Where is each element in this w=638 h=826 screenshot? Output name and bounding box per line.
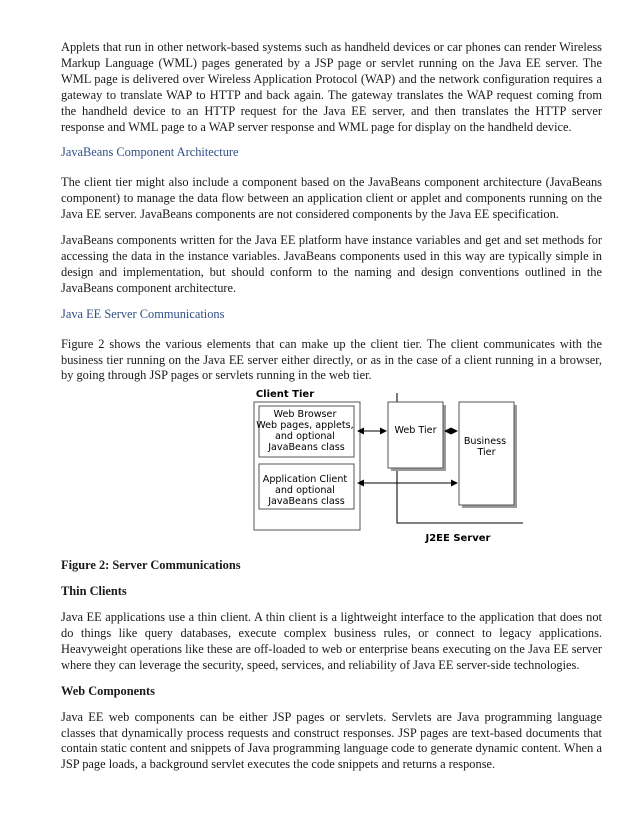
document-page — [61, 40, 602, 773]
paragraph-server-communications: Figure 2 shows the various elements that can make up the client tier. The client communicates with the business tier running on the Java EE server either directly, or as in the case of a client running in a browser, by going through JSP pages or servlets running in the web tier. — [61, 336, 602, 383]
heading-javabeans: JavaBeans Component Architecture — [61, 145, 239, 160]
web-browser-text: Web Browser Web pages, applets, and optional JavaBeans class — [256, 409, 354, 454]
client-tier-diagram — [192, 385, 507, 555]
figure-server-communications — [61, 384, 602, 558]
web-tier-label: Web Tier — [394, 425, 437, 437]
heading-server-communications: Java EE Server Communications — [61, 306, 225, 321]
heading-web-components: Web Components — [61, 683, 155, 698]
paragraph-applets: Applets that run in other network-based systems such as handheld devices or car phones can render Wireless Markup Language (WML) pages generated by a JSP page or servlet running on the Java EE server. The WML page is delivered over Wireless Application Protocol (WAP) and the network configuration requires a gateway to translate WAP to HTTP and back again. The gateway translates the WAP request coming from the handheld device to an HTTP request for the Java EE server, and then translates the HTTP server response and WML page to a WAP server response and WML page for display on the handheld device. — [61, 40, 602, 134]
j2ee-server-label: J2EE Server — [425, 533, 491, 545]
application-client-text: Application Client and optional JavaBeans class — [262, 474, 348, 508]
heading-thin-clients: Thin Clients — [61, 584, 127, 599]
paragraph-thin-clients: Java EE applications use a thin client. A thin client is a lightweight interface to the application that does not do things like query databases, execute complex business rules, or connect to legacy applications. Heavyweight operations like these are off-loaded to web or enterprise beans executing on the Java EE server where they can leverage the security, speed, services, and reliability of Java EE server-side technologies. — [61, 610, 602, 672]
business-tier-label: Business Tier — [463, 436, 507, 459]
client-tier-label: Client Tier — [255, 389, 315, 401]
paragraph-javabeans-2: JavaBeans components written for the Java EE platform have instance variables and get and set methods for accessing the data in the instance variables. JavaBeans components used in this way are typically simple in design and implementation, but should conform to the naming and design conventions outlined in the JavaBeans component architecture. — [61, 233, 602, 295]
paragraph-javabeans-1: The client tier might also include a component based on the JavaBeans component architecture (JavaBeans component) to manage the data flow between an application client or applet and components running on the Java EE server. JavaBeans components are not considered components by the Java EE specification. — [61, 175, 602, 222]
figure-caption: Figure 2: Server Communications — [61, 558, 241, 573]
paragraph-web-components: Java EE web components can be either JSP pages or servlets. Servlets are Java programming language classes that dynamically process requests and construct responses. JSP pages are text-based documents that contain static content and snippets of Java programming language code to generate dynamic content. When a JSP page loads, a background servlet executes the code snippets and returns a response. — [61, 709, 602, 772]
